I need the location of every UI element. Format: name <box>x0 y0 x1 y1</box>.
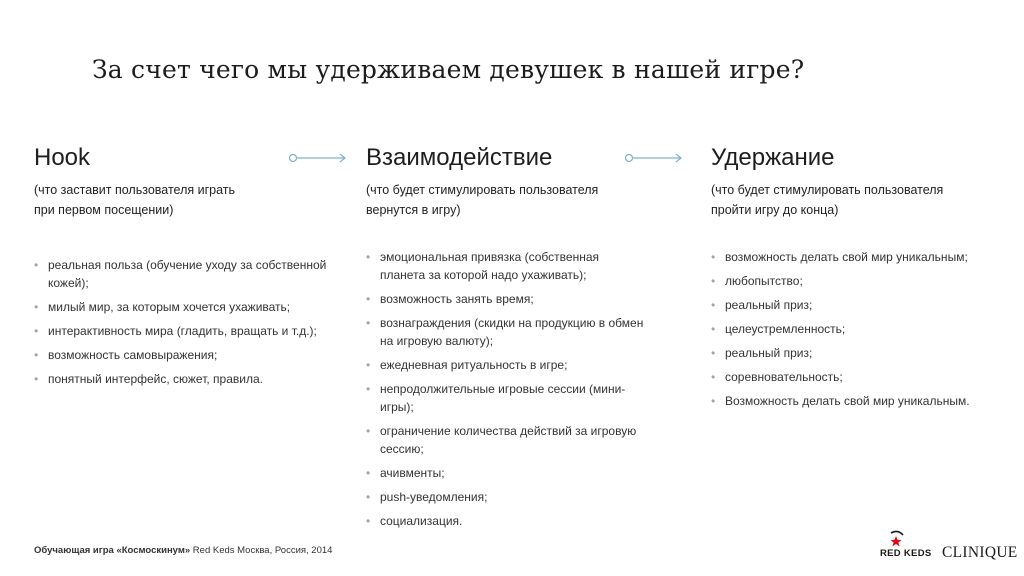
bullet-icon: • <box>34 300 39 314</box>
list-item-text: ограничение количества действий за игровую сессию; <box>380 424 637 456</box>
column-heading: Hook <box>34 144 91 171</box>
list-item <box>711 392 981 410</box>
page-title: За счет чего мы удерживаем девушек в нашей игре? <box>92 55 805 84</box>
list-item <box>34 256 354 292</box>
column-subtitle <box>711 180 981 220</box>
list-item <box>711 368 981 386</box>
footer-game-name: Обучающая игра «Космоскинум» <box>34 545 191 556</box>
column-subtitle-line: (что будет стимулировать пользователя <box>366 183 599 197</box>
list-item-text: эмоциональная привязка (собственная планета за которой надо ухаживать); <box>380 250 599 282</box>
list-item-text: Возможность делать свой мир уникальным. <box>725 394 970 408</box>
column-interaction <box>366 143 646 536</box>
list-item <box>366 422 646 458</box>
list-item <box>366 488 646 506</box>
list-item-text: возможность самовыражения; <box>48 348 218 362</box>
column-subtitle <box>34 180 354 220</box>
bullet-icon: • <box>366 250 371 264</box>
list-item <box>711 296 981 314</box>
column-subtitle-line: вернутся в игру) <box>366 203 461 217</box>
list-item-text: push-уведомления; <box>380 490 488 504</box>
list-item <box>711 320 981 338</box>
arrow-connector-icon <box>624 151 686 165</box>
column-subtitle <box>366 180 646 220</box>
column-heading: Удержание <box>711 144 835 171</box>
bullet-icon: • <box>366 514 371 528</box>
list-item <box>366 464 646 482</box>
list-item-text: соревновательность; <box>725 370 843 384</box>
column-subtitle-line: (что заставит пользователя играть <box>34 183 236 197</box>
bullet-icon: • <box>366 316 371 330</box>
list-item <box>366 380 646 416</box>
redkeds-logo-text: RED KEDS <box>880 548 932 559</box>
bullet-list <box>366 248 646 530</box>
bullet-icon: • <box>366 466 371 480</box>
bullet-icon: • <box>366 382 371 396</box>
list-item-text: реальный приз; <box>725 298 813 312</box>
arrow-connector-icon <box>288 151 350 165</box>
bullet-icon: • <box>711 370 716 384</box>
list-item-text: реальный приз; <box>725 346 813 360</box>
list-item-text: возможность делать свой мир уникальным; <box>725 250 968 264</box>
list-item <box>366 314 646 350</box>
list-item <box>34 370 354 388</box>
list-item <box>366 248 646 284</box>
column-subtitle-line: (что будет стимулировать пользователя <box>711 183 944 197</box>
bullet-list <box>34 256 354 388</box>
bullet-icon: • <box>366 424 371 438</box>
list-item <box>366 356 646 374</box>
bullet-icon: • <box>366 292 371 306</box>
list-item-text: ежедневная ритуальность в игре; <box>380 358 568 372</box>
bullet-icon: • <box>34 348 39 362</box>
bullet-icon: • <box>711 274 716 288</box>
footer-company-info: Red Keds Москва, Россия, 2014 <box>190 545 333 556</box>
footer-credit <box>34 545 332 556</box>
list-item-text: милый мир, за которым хочется ухаживать; <box>48 300 291 314</box>
list-item-text: интерактивность мира (гладить, вращать и т.д.); <box>48 324 317 338</box>
column-heading: Взаимодействие <box>366 144 553 171</box>
list-item <box>34 322 354 340</box>
bullet-icon: • <box>711 250 716 264</box>
list-item <box>711 248 981 266</box>
list-item-text: возможность занять время; <box>380 292 534 306</box>
redkeds-logo <box>880 530 936 560</box>
redkeds-star-icon <box>887 530 907 548</box>
bullet-icon: • <box>711 298 716 312</box>
bullet-icon: • <box>711 322 716 336</box>
bullet-icon: • <box>34 324 39 338</box>
column-subtitle-line: пройти игру до конца) <box>711 203 839 217</box>
column-subtitle-line: при первом посещении) <box>34 203 174 217</box>
list-item-text: целеустремленность; <box>725 322 846 336</box>
bullet-icon: • <box>34 372 39 386</box>
bullet-list <box>711 248 981 410</box>
column-hook <box>34 143 354 394</box>
list-item <box>366 290 646 308</box>
bullet-icon: • <box>34 258 39 272</box>
bullet-icon: • <box>711 394 716 408</box>
list-item <box>34 346 354 364</box>
list-item-text: понятный интерфейс, сюжет, правила. <box>48 372 263 386</box>
list-item <box>711 272 981 290</box>
list-item <box>34 298 354 316</box>
list-item-text: ачивменты; <box>380 466 445 480</box>
clinique-logo: CLINIQUE <box>942 544 1018 561</box>
bullet-icon: • <box>711 346 716 360</box>
list-item-text: непродолжительные игровые сессии (мини-игры); <box>380 382 626 414</box>
list-item-text: социализация. <box>380 514 463 528</box>
list-item <box>366 512 646 530</box>
column-retention <box>711 143 981 416</box>
bullet-icon: • <box>366 358 371 372</box>
list-item <box>711 344 981 362</box>
list-item-text: любопытство; <box>725 274 803 288</box>
list-item-text: реальная польза (обучение уходу за собственной кожей); <box>48 258 327 290</box>
list-item-text: вознаграждения (скидки на продукцию в обмен на игровую валюту); <box>380 316 644 348</box>
bullet-icon: • <box>366 490 371 504</box>
